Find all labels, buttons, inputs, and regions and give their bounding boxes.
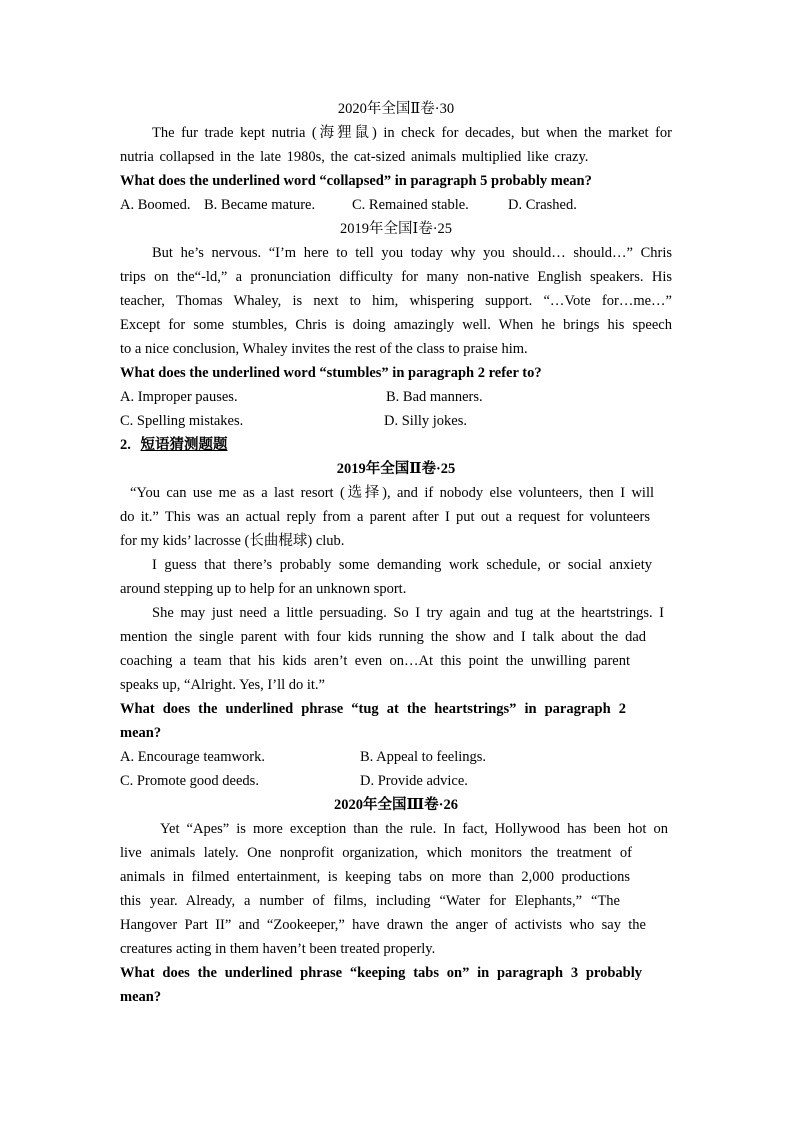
q2-line-5: to a nice conclusion, Whaley invites the rest of the class to praise him.	[120, 341, 528, 357]
q3-option-b: B. Appeal to feelings.	[360, 749, 487, 765]
q1-heading: 2020年全国Ⅱ卷·30	[337, 101, 455, 117]
q3-question-line-2: mean?	[120, 725, 162, 741]
q3-option-c: C. Promote good deeds.	[120, 773, 259, 789]
q2-line-3: teacher, Thomas Whaley, is next to him, whispering support. “…Vote for…me…”	[120, 293, 672, 309]
q3-option-a: A. Encourage teamwork.	[120, 749, 265, 765]
q2-option-d: D. Silly jokes.	[384, 413, 467, 429]
q3-line-7: mention the single parent with four kids running the show and I talk about the dad	[120, 629, 646, 645]
q3-line-4: I guess that there’s probably some demanding work schedule, or social anxiety	[152, 557, 652, 573]
q2-option-a: A. Improper pauses.	[120, 389, 238, 405]
q1-option-d: D. Crashed.	[508, 197, 577, 213]
q3-line-5: around stepping up to help for an unknown sport.	[120, 581, 407, 597]
q1-option-a: A. Boomed.	[120, 197, 191, 213]
q2-line-1: But he’s nervous. “I’m here to tell you today why you should… should…” Chris	[152, 245, 672, 261]
q3-line-3: for my kids’ lacrosse (长曲棍球) club.	[120, 533, 345, 549]
q3-heading: 2019年全国Ⅱ卷·25	[336, 461, 456, 477]
q3-line-8: coaching a team that his kids aren’t even on…At this point the unwilling parent	[120, 653, 630, 669]
q4-line-2: live animals lately. One nonprofit organization, which monitors the treatment of	[120, 845, 632, 861]
q4-question-line-1: What does the underlined phrase “keeping tabs on” in paragraph 3 probably	[120, 965, 642, 981]
section2-title	[120, 433, 228, 457]
q3-question-line-1: What does the underlined phrase “tug at the heartstrings” in paragraph 2	[120, 701, 626, 717]
q4-line-6: creatures acting in them haven’t been treated properly.	[120, 941, 436, 957]
q2-option-b: B. Bad manners.	[386, 389, 483, 405]
q4-heading: 2020年全国Ⅲ卷·26	[334, 797, 458, 813]
q3-option-d: D. Provide advice.	[360, 773, 468, 789]
q1-option-c: C. Remained stable.	[352, 197, 469, 213]
q1-line-1: The fur trade kept nutria (海狸鼠) in check for decades, but when the market for	[152, 125, 672, 141]
q1-question: What does the underlined word “collapsed” in paragraph 5 probably mean?	[120, 173, 592, 189]
q1-line-2: nutria collapsed in the late 1980s, the cat-sized animals multiplied like crazy.	[120, 149, 589, 165]
q3-line-2: do it.” This was an actual reply from a parent after I put out a request for volunteers	[120, 509, 650, 525]
q4-line-4: this year. Already, a number of films, including “Water for Elephants,” “The	[120, 893, 620, 909]
q2-heading: 2019年全国Ⅰ卷·25	[339, 221, 453, 237]
q3-line-6: She may just need a little persuading. So I try again and tug at the heartstrings. I	[152, 605, 664, 621]
q3-line-1: “You can use me as a last resort (选择), and if nobody else volunteers, then I will	[130, 485, 654, 501]
q2-line-4: Except for some stumbles, Chris is doing amazingly well. When he brings his speech	[120, 317, 672, 333]
section2-label: 短语猜测题题	[140, 437, 228, 453]
q4-question-line-2: mean?	[120, 989, 162, 1005]
q2-question: What does the underlined word “stumbles” in paragraph 2 refer to?	[120, 365, 542, 381]
q1-option-b: B. Became mature.	[204, 197, 316, 213]
q4-line-5: Hangover Part II” and “Zookeeper,” have drawn the anger of activists who say the	[120, 917, 646, 933]
q2-line-2: trips on the“-ld,” a pronunciation difficulty for many non-native English speakers. His	[120, 269, 672, 285]
q2-option-c: C. Spelling mistakes.	[120, 413, 244, 429]
section2-number: 2.	[120, 437, 131, 453]
q4-line-1: Yet “Apes” is more exception than the rule. In fact, Hollywood has been hot on	[160, 821, 668, 837]
q3-line-9: speaks up, “Alright. Yes, I’ll do it.”	[120, 677, 325, 693]
q4-line-3: animals in filmed entertainment, is keeping tabs on more than 2,000 productions	[120, 869, 630, 885]
